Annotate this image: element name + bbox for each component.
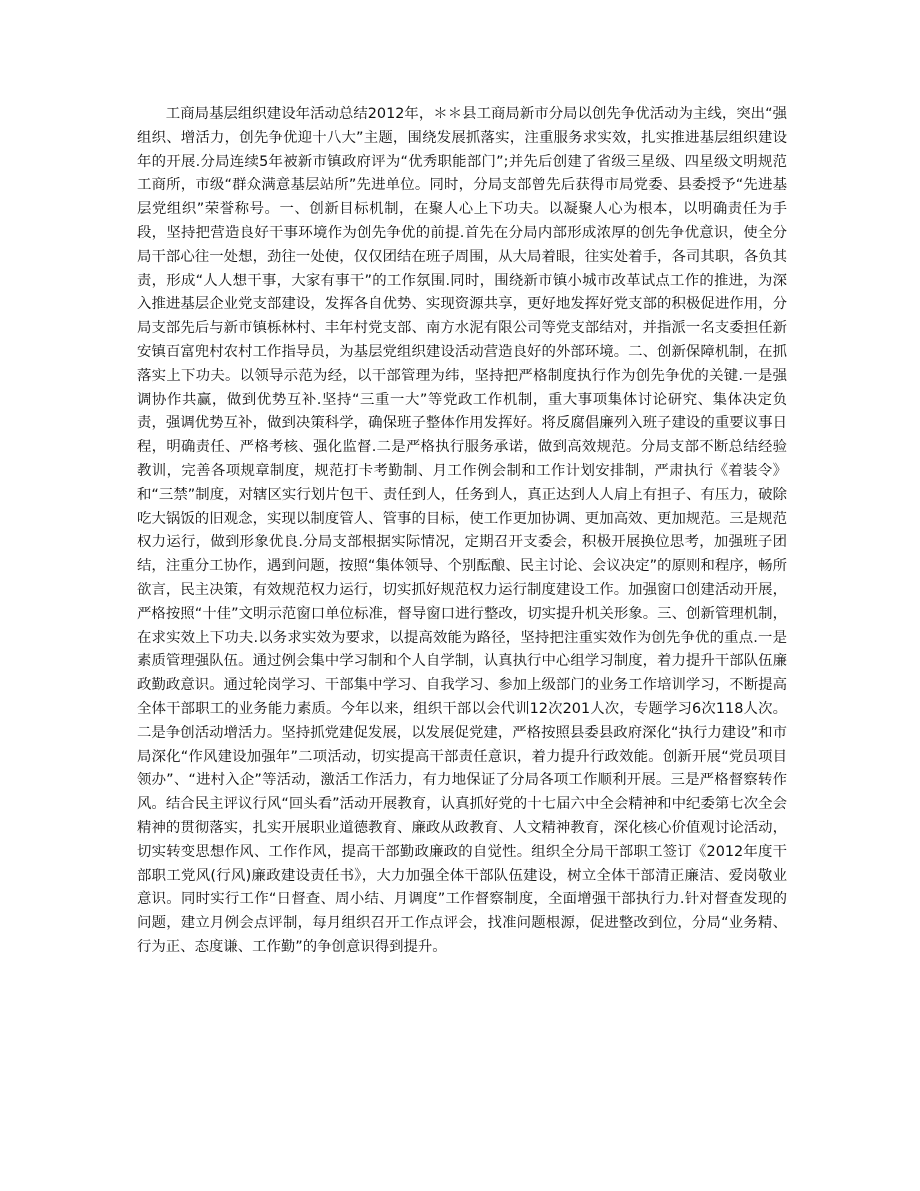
document-body-text: 工商局基层组织建设年活动总结2012年，＊＊县工商局新市分局以创先争优活动为主线，突出“强组织、增活力，创先争优迎十八大”主题，围绕发展抓落实，注重服务求实效，扎实推进基层组织建设年的开展.分局连续5年被新市镇政府评为“优秀职能部门”;并先后创建了省级三星级、四星级文明规范工商所，市级“群众满意基层站所”先进单位。同时，分局支部曾先后获得市局党委、县委授予“先进基层党组织”荣誉称号。一、创新目标机制，在聚人心上下功夫。以凝聚人心为根本，以明确责任为手段，坚持把营造良好干事环境作为创先争优的前提.首先在分局内部形成浓厚的创先争优意识，使全分局干部心往一处想，劲往一处使，仅仅团结在班子周围，从大局着眼，往实处着手，各司其职，各负其责，形成“人人想干事，大家有事干”的工作氛围.同时，围绕新市镇小城市改革试点工作的推进，为深入推进基层企业党支部建设，发挥各自优势、实现资源共享，更好地发挥好党支部的积极促进作用，分局支部先后与新市镇栎林村、丰年村党支部、南方水泥有限公司等党支部结对，并指派一名支委担任新安镇百富兜村农村工作指导员，为基层党组织建设活动营造良好的外部环境。二、创新保障机制，在抓落实上下功夫。以领导示范为经，以干部管理为纬，坚持把严格制度执行作为创先争优的关键.一是强调协作共赢，做到优势互补.坚持“三重一大”等党政工作机制，重大事项集体讨论研究、集体决定负责，强调优势互补，做到决策科学，确保班子整体作用发挥好。将反腐倡廉列入班子建设的重要议事日程，明确责任、严格考核、强化监督.二是严格执行服务承诺，做到高效规范。分局支部不断总结经验教训，完善各项规章制度，规范打卡考勤制、月工作例会制和工作计划安排制，严肃执行《着装令》和“三禁”制度，对辖区实行划片包干、责任到人，任务到人，真正达到人人肩上有担子、有压力，破除吃大锅饭的旧观念，实现以制度管人、管事的目标，使工作更加协调、更加高效、更加规范。三是规范权力运行，做到形象优良.分局支部根据实际情况，定期召开支委会，积极开展换位思考，加强班子团结，注重分工协作，遇到问题，按照“集体领导、个别酝酿、民主讨论、会议决定”的原则和程序，畅所欲言，民主决策，有效规范权力运行，切实抓好规范权力运行制度建设工作。加强窗口创建活动开展，严格按照“十佳”文明示范窗口单位标准，督导窗口进行整改，切实提升机关形象。三、创新管理机制，在求实效上下功夫.以务求实效为要求，以提高效能为路径，坚持把注重实效作为创先争优的重点.一是素质管理强队伍。通过例会集中学习制和个人自学制，认真执行中心组学习制度，着力提升干部队伍廉政勤政意识。通过轮岗学习、干部集中学习、自我学习、参加上级部门的业务工作培训学习，不断提高全体干部职工的业务能力素质。今年以来，组织干部以会代训12次201人次，专题学习6次118人次。二是争创活动增活力。坚持抓党建促发展，以发展促党建，严格按照县委县政府深化“执行力建设”和市局深化“作风建设加强年”二项活动，切实提高干部责任意识，着力提升行政效能。创新开展“党员项目领办”、“进村入企”等活动，激活工作活力，有力地保证了分局各项工作顺利开展。三是严格督察转作风。结合民主评议行风“回头看”活动开展教育，认真抓好党的十七届六中全会精神和中纪委第七次全会精神的贯彻落实，扎实开展职业道德教育、廉政从政教育、人文精神教育，深化核心价值观讨论活动，切实转变思想作风、工作作风，提高干部勤政廉政的自觉性。组织全分局干部职工签订《2012年度干部职工党风(行风)廉政建设责任书》，大力加强全体干部队伍建设，树立全体干部清正廉洁、爱岗敬业意识。同时实行工作“日督查、周小结、月调度”工作督察制度，全面增强干部执行力.针对督查发现的问题，建立月例会点评制，每月组织召开工作点评会，找准问题根源，促进整改到位，分局“业务精、行为正、态度谦、工作勤”的争创意识得到提升。 xyxy=(137,106,787,955)
